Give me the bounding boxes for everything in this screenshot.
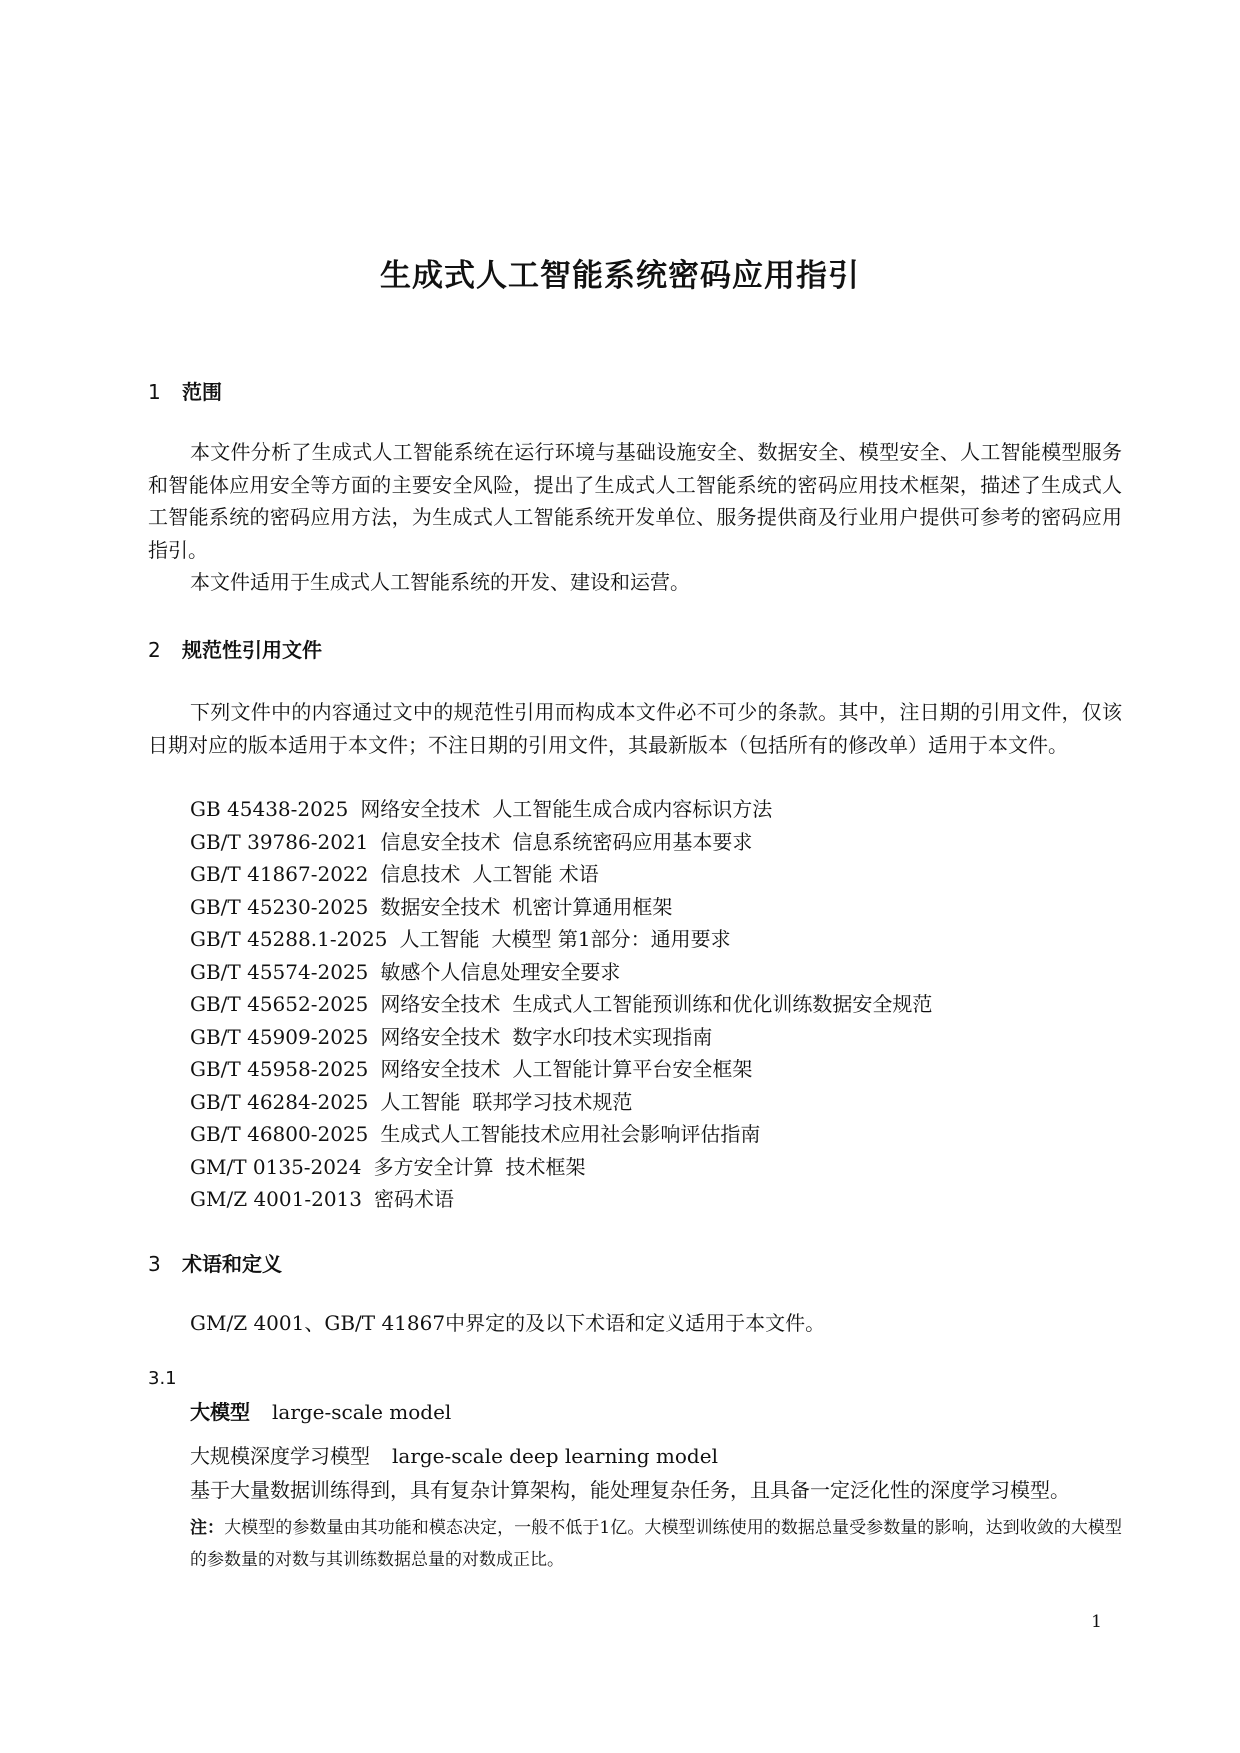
admitted-term-chinese: 大规模深度学习模型	[190, 1444, 370, 1468]
term-line	[190, 1396, 451, 1425]
term-note	[190, 1512, 1122, 1576]
reference-item	[190, 923, 932, 956]
admitted-term-line	[190, 1440, 718, 1469]
reference-item	[190, 793, 932, 826]
reference-code: GB/T 39786-2021	[190, 829, 369, 854]
reference-title: 网络安全技术	[360, 797, 481, 821]
reference-subtitle: 技术框架	[505, 1154, 586, 1179]
reference-title: 敏感个人信息处理安全要求	[380, 959, 621, 984]
clause-number: 3.1	[148, 1368, 177, 1389]
page-number: 1	[1091, 1612, 1102, 1632]
reference-code: GB/T 41867-2022	[190, 862, 369, 886]
reference-item	[190, 1086, 932, 1119]
reference-code: GB 45438-2025	[190, 797, 349, 821]
note-text: 大模型的参数量由其功能和模态决定，一般不低于1亿。大模型训练使用的数据总量受参数量的影响，达到收敛的大模型的参数量的对数与其训练数据总量的对数成正比。	[190, 1518, 1122, 1570]
note-label: 注：	[190, 1518, 225, 1538]
reference-subtitle: 信息系统密码应用基本要求	[512, 829, 753, 854]
section-title: 术语和定义	[182, 1252, 282, 1276]
reference-code: GB/T 45958-2025	[190, 1057, 369, 1081]
reference-code: GB/T 46800-2025	[190, 1122, 369, 1146]
reference-item	[190, 1183, 932, 1216]
reference-item	[190, 826, 932, 859]
reference-code: GM/Z 4001-2013	[190, 1187, 363, 1211]
reference-item	[190, 956, 932, 989]
reference-item	[190, 1151, 932, 1184]
reference-item	[190, 1118, 932, 1151]
reference-item	[190, 1053, 932, 1086]
scope-paragraph: 本文件分析了生成式人工智能系统在运行环境与基础设施安全、数据安全、模型安全、人工智能模型服务和智能体应用安全等方面的主要安全风险，提出了生成式人工智能系统的密码应用技术框架，描述了生成式人工智能系统的密码应用方法，为生成式人工智能系统开发单位、服务提供商及行业用户提供可参考的密码应用指引。	[148, 440, 1122, 562]
reference-code: GB/T 45574-2025	[190, 959, 369, 984]
terms-intro-paragraph: GM/Z 4001、GB/T 41867中界定的及以下术语和定义适用于本文件。	[190, 1311, 826, 1335]
reference-subtitle: 联邦学习技术规范	[472, 1089, 633, 1114]
section-1-heading	[148, 376, 222, 405]
reference-title: 人工智能	[399, 927, 480, 951]
reference-title: 人工智能	[380, 1089, 461, 1114]
scope-applicability-paragraph: 本文件适用于生成式人工智能系统的开发、建设和运营。	[190, 570, 690, 594]
term-definition: 基于大量数据训练得到，具有复杂计算架构，能处理复杂任务，且具备一定泛化性的深度学习模型。	[190, 1478, 1070, 1502]
term-chinese: 大模型	[190, 1400, 250, 1424]
reference-item	[190, 988, 932, 1021]
reference-code: GB/T 45288.1-2025	[190, 927, 388, 951]
reference-title: 网络安全技术	[380, 1024, 501, 1049]
reference-subtitle: 大模型 第1部分：通用要求	[491, 927, 731, 951]
section-3-heading	[148, 1248, 282, 1277]
reference-title: 信息技术	[380, 862, 461, 886]
reference-item	[190, 891, 932, 924]
section-title: 范围	[182, 380, 222, 404]
section-title: 规范性引用文件	[182, 638, 322, 662]
reference-title: 密码术语	[374, 1187, 455, 1211]
reference-subtitle: 人工智能计算平台安全框架	[512, 1057, 753, 1081]
reference-subtitle: 机密计算通用框架	[512, 894, 673, 919]
reference-code: GB/T 45230-2025	[190, 894, 369, 919]
section-number: 3	[148, 1252, 161, 1276]
reference-subtitle: 人工智能生成合成内容标识方法	[492, 797, 773, 821]
reference-subtitle: 生成式人工智能预训练和优化训练数据安全规范	[512, 992, 933, 1016]
reference-item	[190, 858, 932, 891]
reference-title: 多方安全计算	[373, 1154, 494, 1179]
section-number: 2	[148, 638, 161, 662]
term-english: large-scale model	[272, 1400, 452, 1424]
normative-references-paragraph: 下列文件中的内容通过文中的规范性引用而构成本文件必不可少的条款。其中，注日期的引用文件，仅该日期对应的版本适用于本文件；不注日期的引用文件，其最新版本（包括所有的修改单）适用于本文件。	[148, 700, 1122, 757]
document-title: 生成式人工智能系统密码应用指引	[380, 258, 860, 294]
reference-item	[190, 1021, 932, 1054]
reference-subtitle: 人工智能 术语	[472, 862, 599, 886]
reference-code: GB/T 46284-2025	[190, 1089, 369, 1114]
reference-code: GB/T 45652-2025	[190, 992, 369, 1016]
reference-code: GM/T 0135-2024	[190, 1154, 362, 1179]
reference-title: 信息安全技术	[380, 829, 501, 854]
admitted-term-english: large-scale deep learning model	[392, 1444, 718, 1468]
section-number: 1	[148, 380, 161, 404]
section-2-heading	[148, 634, 322, 663]
reference-code: GB/T 45909-2025	[190, 1024, 369, 1049]
reference-list	[190, 793, 932, 1216]
reference-title: 生成式人工智能技术应用社会影响评估指南	[380, 1122, 761, 1146]
reference-subtitle: 数字水印技术实现指南	[512, 1024, 713, 1049]
reference-title: 网络安全技术	[380, 1057, 501, 1081]
reference-title: 数据安全技术	[380, 894, 501, 919]
reference-title: 网络安全技术	[380, 992, 501, 1016]
